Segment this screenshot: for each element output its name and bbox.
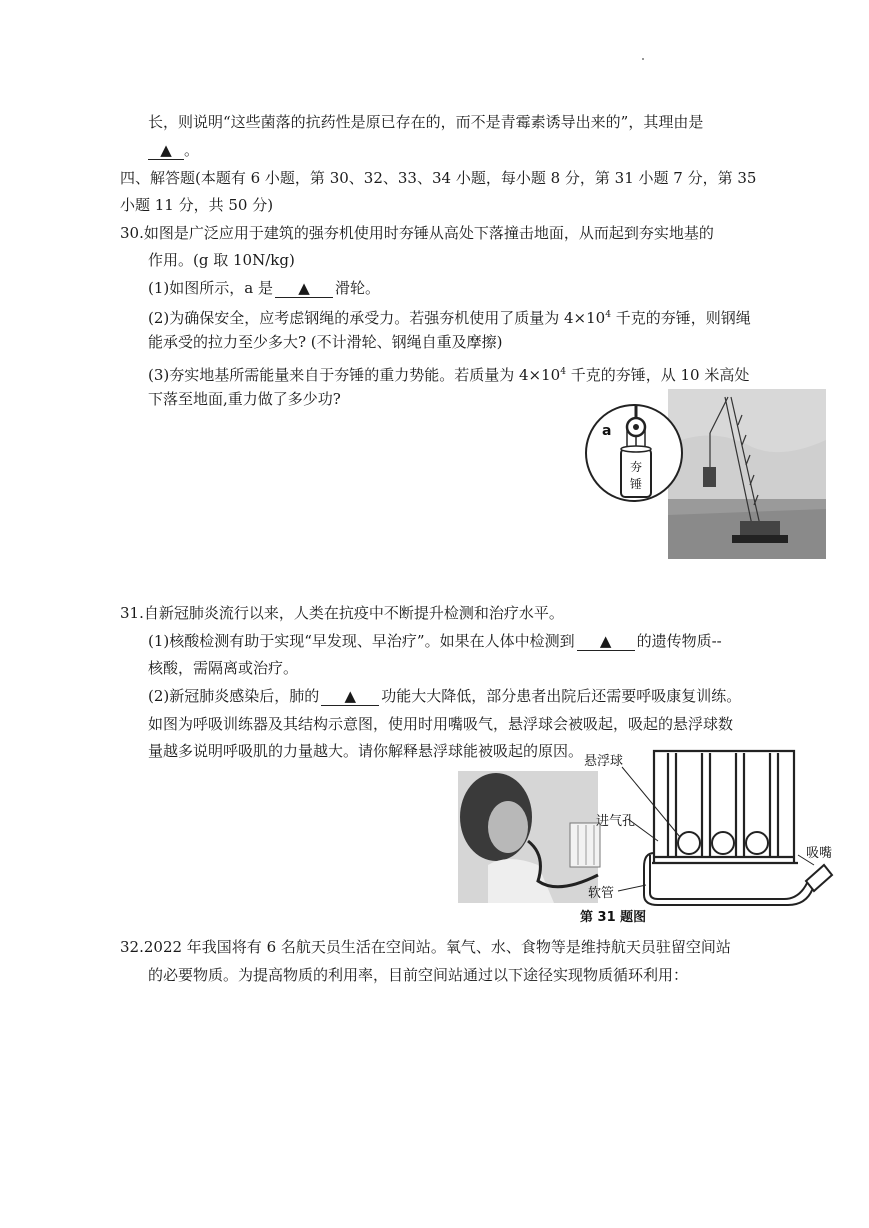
q30-part2: (2)为确保安全，应考虑钢绳的承受力。若强夯机使用了质量为 $4\times 10^4$ 千克的夯锤，则钢绳 (148, 309, 751, 327)
q30-part3-cont: 下落至地面,重力做了多少功? (148, 390, 341, 408)
q31-stem: 31.自新冠肺炎流行以来，人类在抗疫中不断提升检测和治疗水平。 (120, 604, 564, 622)
q30-stem-cont: 作用。(g 取 10N/kg) (148, 251, 295, 269)
label-floating-ball: 悬浮球 (584, 754, 624, 769)
q30-part2-cont: 能承受的拉力至少多大? (不计滑轮、钢绳自重及摩擦) (148, 333, 503, 351)
section-4-header-cont: 小题 11 分，共 50 分) (120, 196, 274, 214)
answer-blank: ▲ (577, 632, 635, 651)
label-a: a (602, 423, 612, 439)
hose (644, 853, 814, 905)
figure-caption: 第 31 题图 (580, 910, 647, 925)
label-air-inlet: 进气孔 (596, 814, 636, 829)
q31-part2-cont: 如图为呼吸训练器及其结构示意图，使用时用嘴吸气，悬浮球会被吸起，吸起的悬浮球数 (148, 715, 734, 733)
q31-part1: (1)核酸检测有助于实现“早发现、早治疗”。如果在人体中检测到 ▲ 的遗传物质-- (148, 632, 722, 650)
crane-body (740, 521, 780, 537)
mouthpiece (806, 865, 832, 891)
label-mouthpiece: 吸嘴 (806, 846, 833, 861)
carryover-answer-line: ▲ 。 (148, 140, 199, 160)
q32-stem-cont: 的必要物质。为提高物质的利用率，目前空间站通过以下途径实现物质循环利用： (148, 966, 689, 984)
q31-figure (458, 745, 838, 930)
hammer-char-1: 夯 (629, 460, 643, 474)
q30-stem: 30.如图是广泛应用于建筑的强夯机使用时夯锤从高处下落撞击地面，从而起到夯实地基的 (120, 224, 714, 242)
q31-part2: (2)新冠肺炎感染后，肺的 ▲ 功能大大降低，部分患者出院后还需要呼吸康复训练。 (148, 687, 742, 705)
carryover-line: 长，则说明“这些菌落的抗药性是原已存在的，而不是青霉素诱导出来的”，其理由是 (148, 113, 704, 131)
answer-blank: ▲ (148, 141, 184, 160)
scan-dot (642, 58, 644, 60)
q31-part2-cont2: 量越多说明呼吸肌的力量越大。请你解释悬浮球能被吸起的原因。 (148, 742, 584, 760)
hammer-char-2: 锤 (629, 477, 643, 491)
section-4-header: 四、解答题(本题有 6 小题，第 30、32、33、34 小题，每小题 8 分，第 31 小题 7 分，第 35 (120, 169, 757, 187)
leader-lines (618, 767, 814, 891)
q30-figure (582, 385, 828, 560)
hammer-in-photo (703, 467, 716, 487)
floating-ball-3 (746, 832, 768, 854)
label-hose: 软管 (588, 886, 615, 901)
answer-blank: ▲ (275, 279, 333, 298)
q30-part1: (1)如图所示，a 是 ▲ 滑轮。 (148, 279, 380, 297)
q30-part3: (3)夯实地基所需能量来自于夯锤的重力势能。若质量为 $4\times 10^4$ 千克的夯锤，从 10 米高处 (148, 366, 750, 384)
q32-stem: 32.2022 年我国将有 6 名航天员生活在空间站。氧气、水、食物等是维持航天员驻留空间站 (120, 938, 731, 956)
answer-blank: ▲ (321, 687, 379, 706)
floating-ball-2 (712, 832, 734, 854)
q31-part1-cont: 核酸，需隔离或治疗。 (148, 659, 299, 677)
floating-ball-1 (678, 832, 700, 854)
